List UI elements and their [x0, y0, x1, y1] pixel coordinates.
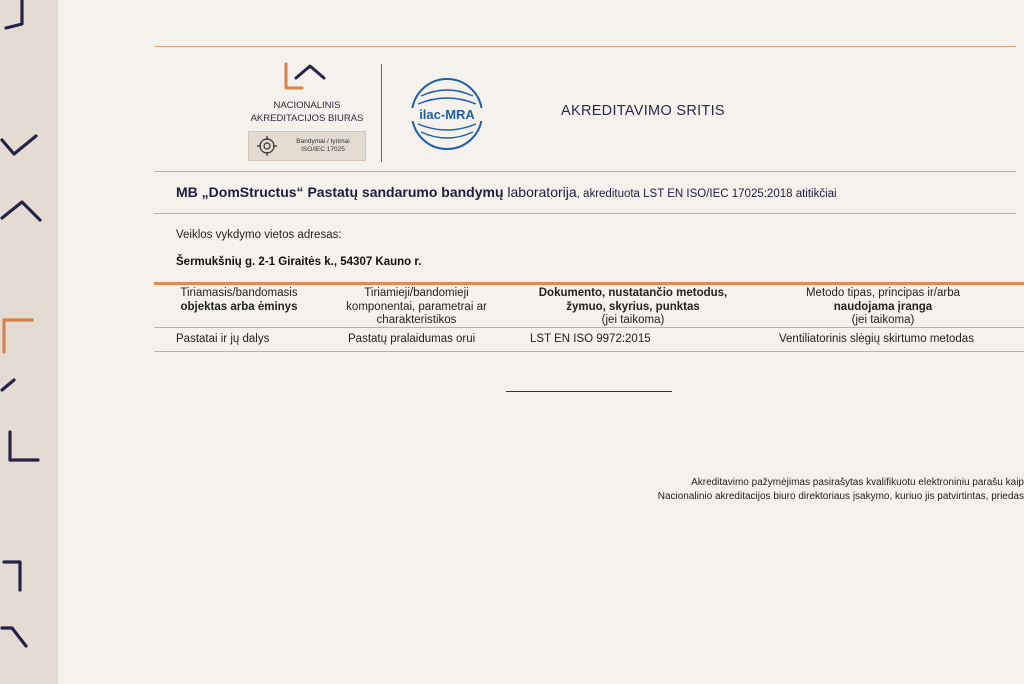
nab-mark-icon [282, 62, 332, 92]
table-header-divider [154, 327, 1024, 328]
header-divider [154, 171, 1016, 172]
footer-line-2: Nacionalinio akreditacijos biuro direktoriaus įsakymo, kuriuo jis patvirtintas, priedas [657, 491, 1024, 502]
address-label: Veiklos vykdymo vietos adresas: [176, 229, 342, 241]
table-header-components: Tiriamieji/bandomieji komponentai, parametrai ar charakteristikos [346, 287, 487, 326]
iso-badge: Bandymai / tyrimai ISO/IEC 17025 [248, 131, 366, 161]
lab-divider [154, 213, 1016, 214]
table-header-method: Metodo tipas, principas ir/arba naudojama įranga (jei taikoma) [805, 287, 961, 326]
table-cell-document: LST EN ISO 9972:2015 [530, 333, 651, 345]
table-bottom-border [154, 351, 1024, 352]
table-cell-method: Ventiliatorinis slėgių skirtumo metodas [779, 333, 974, 345]
ilac-mra-icon [409, 76, 485, 152]
top-divider [154, 46, 1016, 47]
decorative-left-strip [0, 0, 58, 684]
address-value: Šermukšnių g. 2-1 Giraitės k., 54307 Kauno r. [176, 256, 422, 268]
footer-line-1: Akreditavimo pažymėjimas pasirašytas kvalifikuotu elektroniniu parašu kaip [691, 477, 1024, 488]
decorative-chevrons-icon [0, 0, 58, 684]
svg-text:ilac-MRA: ilac-MRA [419, 107, 475, 122]
nab-name: NACIONALINIS AKREDITACIJOS BIURAS [250, 100, 364, 124]
table-header-object: Tiriamasis/bandomasis objektas arba ėminys [180, 287, 298, 313]
document-page [58, 0, 1024, 684]
table-top-border [154, 282, 1024, 285]
target-icon [253, 134, 281, 158]
signature-line [506, 391, 672, 392]
ilac-mra-logo [409, 76, 485, 157]
lab-name: MB „DomStructus“ Pastatų sandarumo bandymų laboratorija, akredituota LST EN ISO/IEC 17025:2018 atitikčiai [176, 184, 837, 200]
table-header-document: Dokumento, nustatančio metodus, žymuo, skyrius, punktas (jei taikoma) [538, 287, 728, 326]
logo-divider [381, 64, 382, 162]
table-cell-components: Pastatų pralaidumas orui [348, 333, 476, 345]
table-cell-object: Pastatai ir jų dalys [176, 333, 270, 345]
page-title: AKREDITAVIMO SRITIS [561, 103, 725, 119]
nab-logo [244, 62, 370, 161]
